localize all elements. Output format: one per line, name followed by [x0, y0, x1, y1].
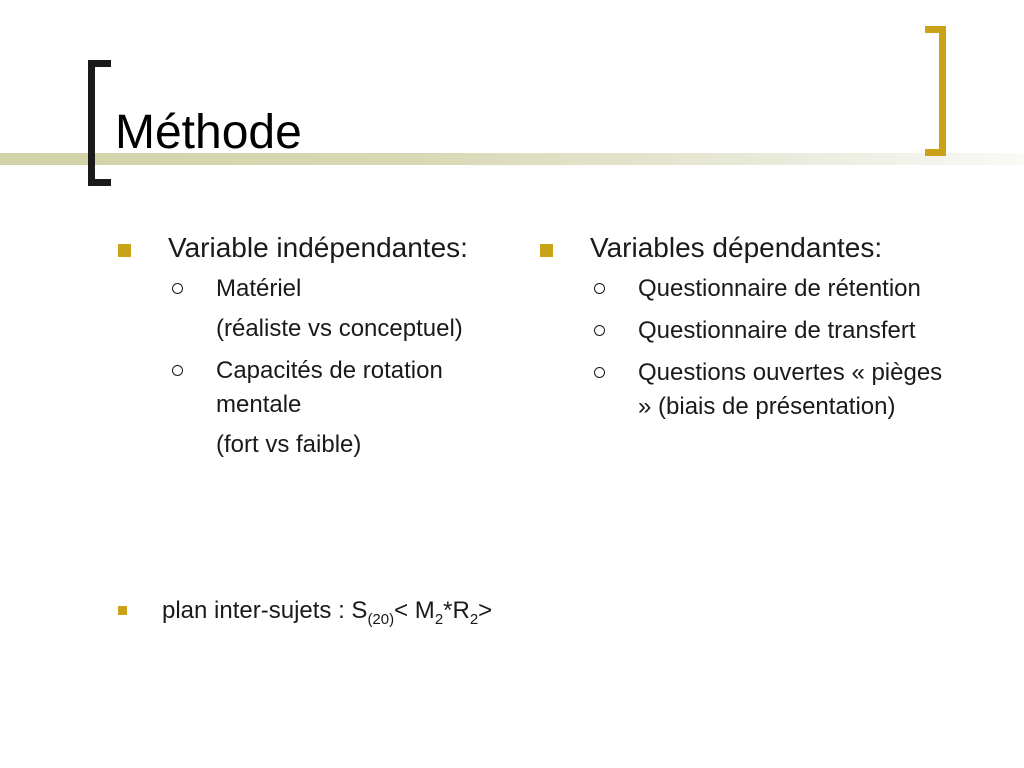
design-mid-r: *R: [443, 597, 470, 624]
list-item: [540, 314, 960, 348]
list-item-detail: (réaliste vs conceptuel): [216, 315, 463, 342]
right-bracket-decoration: [925, 26, 946, 156]
independent-variables-heading-item: [118, 230, 518, 266]
design-subscript-n: (20): [367, 611, 395, 628]
square-bullet-icon: [118, 606, 127, 615]
list-item: [540, 272, 960, 306]
independent-variables-column: [118, 230, 518, 462]
independent-variables-heading: Variable indépendantes:: [168, 232, 468, 263]
circle-bullet-icon: [594, 325, 605, 336]
list-item-text: Questionnaire de rétention: [638, 275, 921, 302]
left-bracket-decoration: [88, 60, 111, 186]
list-item: [540, 356, 960, 424]
slide-title: Méthode: [115, 106, 302, 159]
list-item-text: Questions ouvertes « pièges » (biais de présentation): [638, 359, 943, 420]
circle-bullet-icon: [594, 367, 605, 378]
list-item: [118, 354, 518, 422]
circle-bullet-icon: [172, 283, 183, 294]
dependent-variables-heading-item: [540, 230, 960, 266]
dependent-variables-column: [540, 230, 960, 424]
list-item-text: Capacités de rotation mentale: [216, 357, 443, 418]
design-prefix: plan inter-sujets : S: [162, 597, 368, 624]
list-item: [118, 272, 518, 306]
dependent-variables-heading: Variables dépendantes:: [590, 232, 883, 263]
design-mid-m: < M: [394, 597, 435, 624]
design-subscript-r: 2: [469, 611, 479, 628]
design-suffix: >: [478, 597, 493, 624]
square-bullet-icon: [540, 244, 553, 257]
square-bullet-icon: [118, 244, 131, 257]
circle-bullet-icon: [594, 283, 605, 294]
experimental-design-line: [118, 593, 492, 629]
list-item-text: Matériel: [216, 275, 302, 302]
design-subscript-m: 2: [434, 611, 444, 628]
circle-bullet-icon: [172, 365, 183, 376]
list-item-text: Questionnaire de transfert: [638, 317, 916, 344]
list-item-detail: (fort vs faible): [216, 431, 362, 458]
